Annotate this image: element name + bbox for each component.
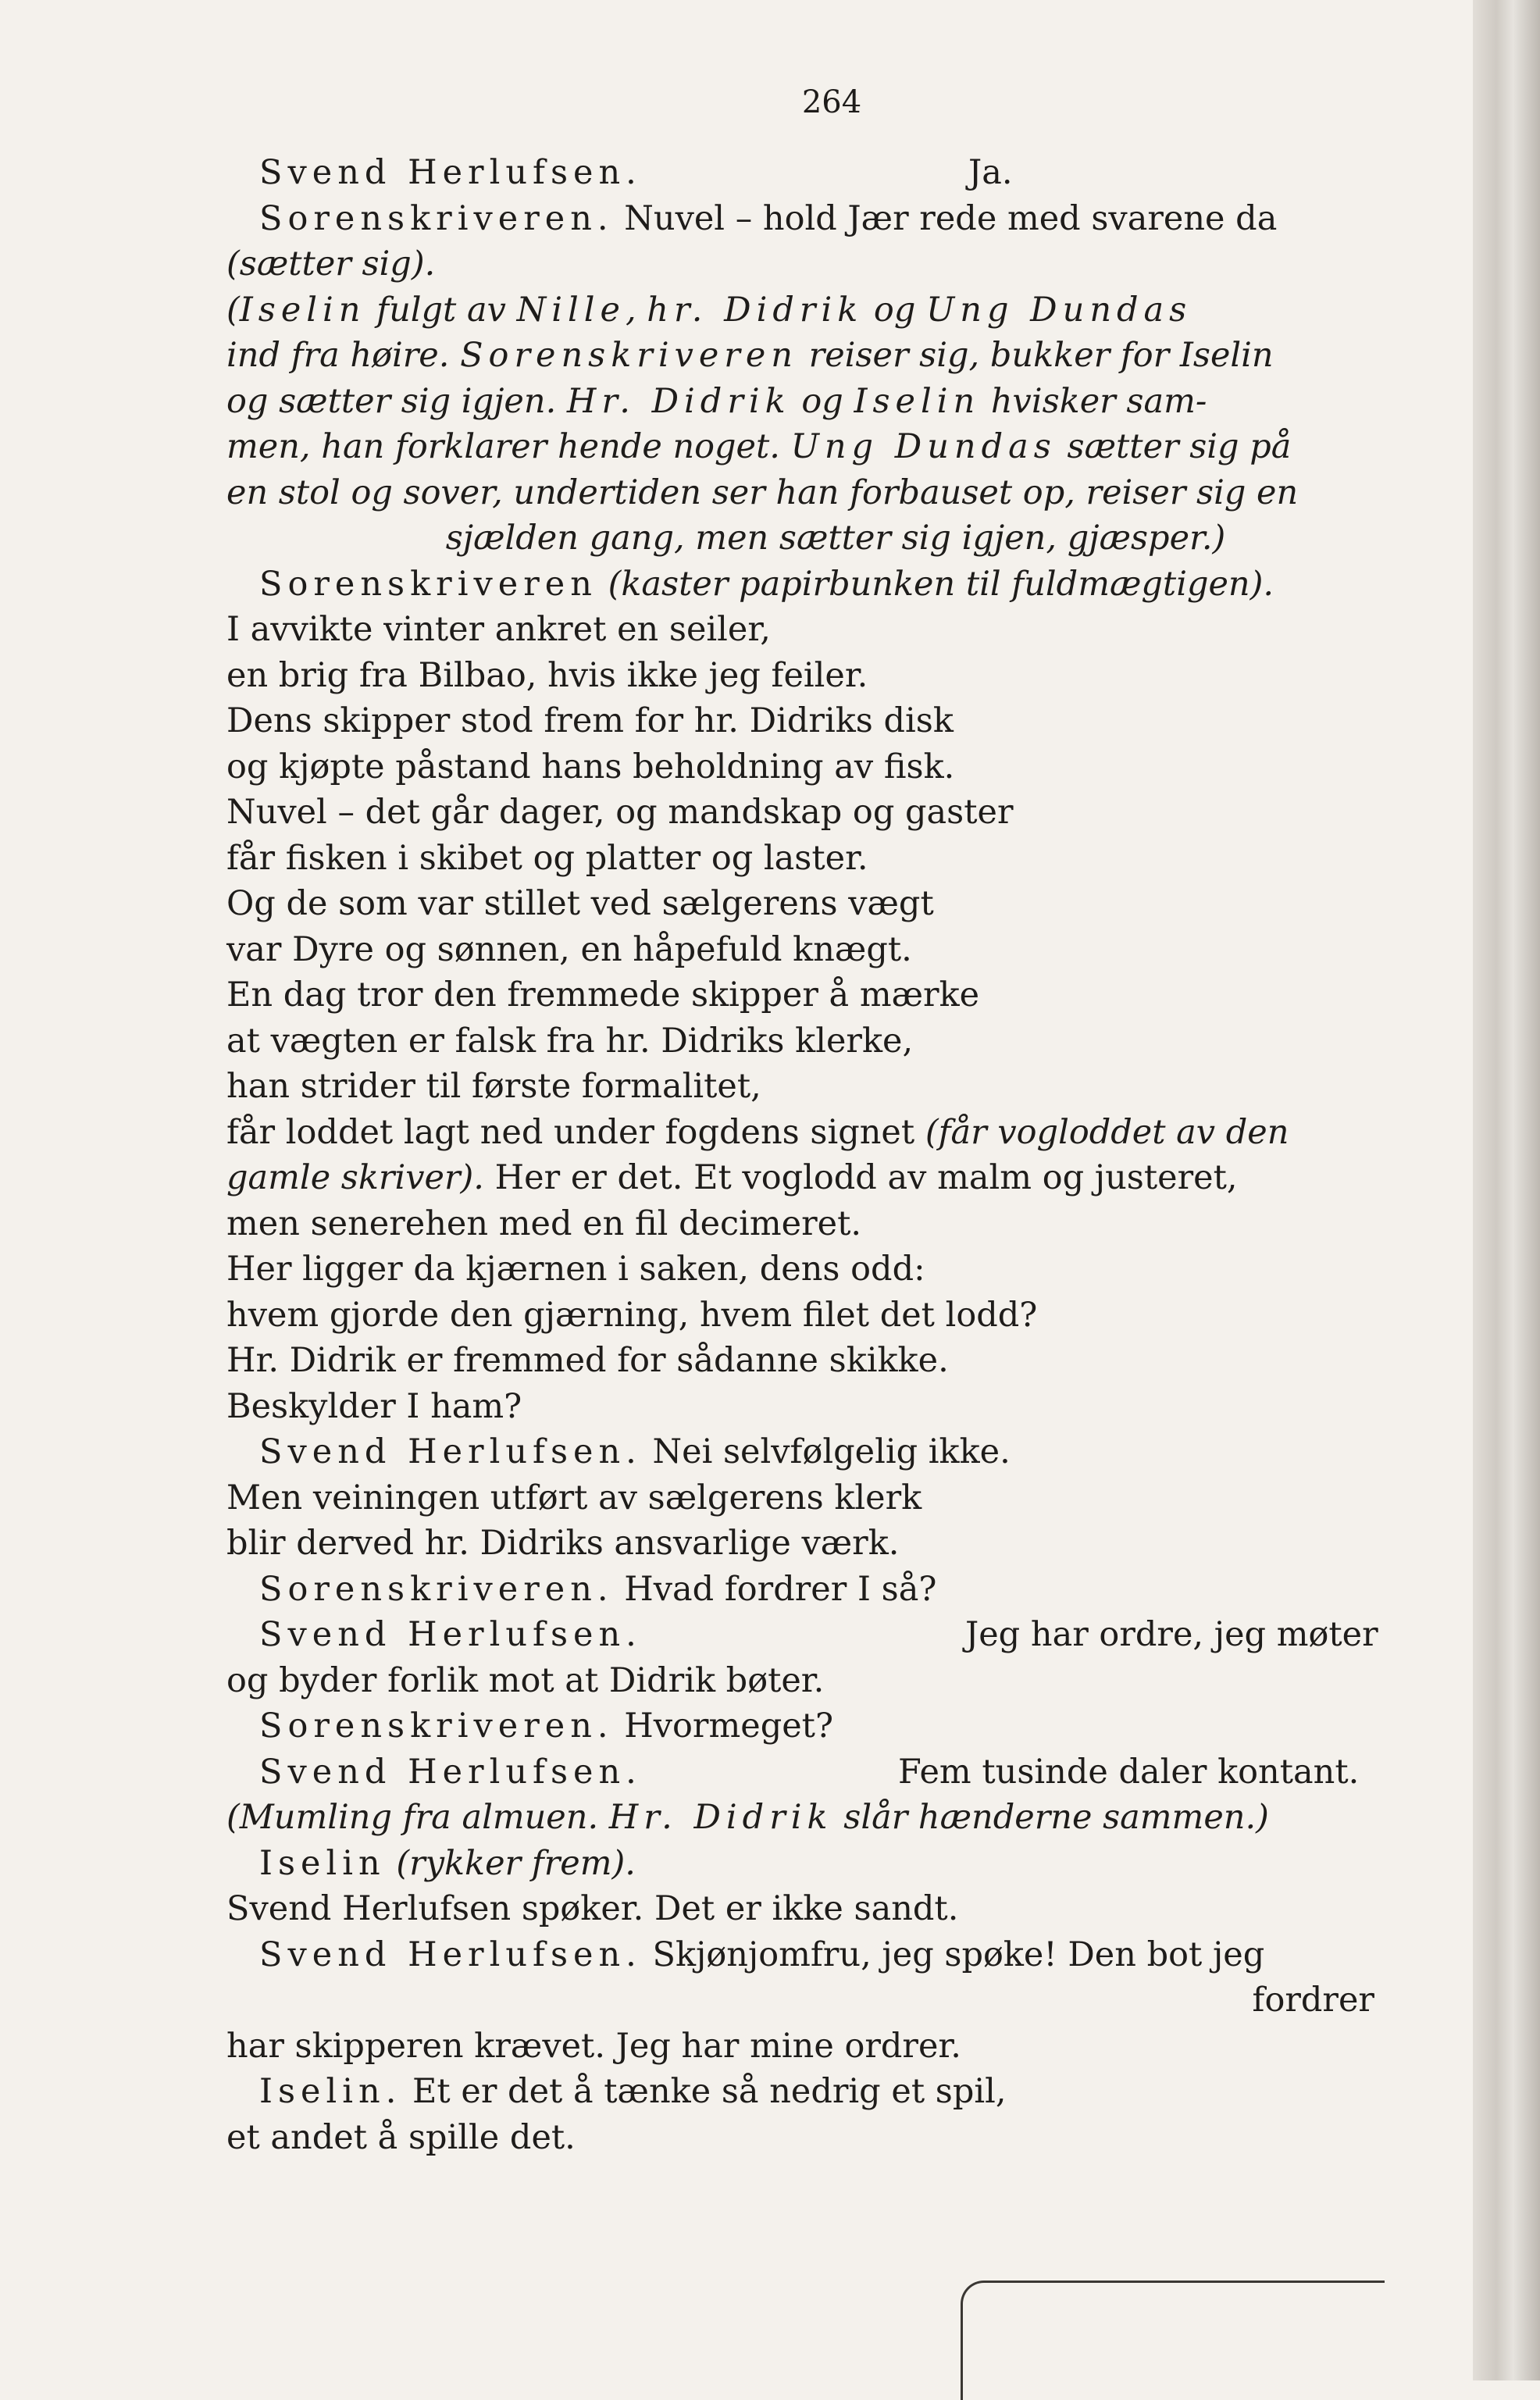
text-line bbox=[226, 1703, 1445, 1749]
text-line bbox=[226, 1932, 1445, 1978]
text-line bbox=[226, 1749, 1445, 1796]
verse-line: Nuvel – det går dager, og mandskap og gaster bbox=[226, 793, 1014, 832]
stage-direction: (sætter sig). bbox=[226, 244, 436, 284]
speech: Et er det å tænke så nedrig et spil, bbox=[401, 2072, 1007, 2111]
text-line bbox=[226, 2069, 1445, 2115]
page-number: 264 bbox=[801, 84, 862, 120]
page-edge-shadow bbox=[1473, 0, 1540, 2380]
stage-direction: sjælden gang, men sætter sig igjen, gjæsper.) bbox=[445, 519, 1226, 558]
verse-line: men senerehen med en fil decimeret. bbox=[226, 1204, 862, 1243]
verse-line-overflow: fordrer bbox=[1252, 1981, 1374, 2020]
verse-line: en brig fra Bilbao, hvis ikke jeg feiler. bbox=[226, 655, 868, 695]
verse-line: Og de som var stillet ved sælgerens vægt bbox=[226, 884, 934, 923]
verse-line: Svend Herlufsen spøker. Det er ikke sandt. bbox=[226, 1889, 959, 1928]
verse-line: han strider til første formalitet, bbox=[226, 1067, 761, 1106]
speaker-name: Svend Herlufsen. bbox=[259, 153, 642, 192]
speaker-name: Sorenskriveren bbox=[259, 564, 597, 604]
stage-direction: en stol og sover, undertiden ser han forbauset op, reiser sig en bbox=[226, 473, 1299, 512]
verse-line: får fisken i skibet og platter og laster. bbox=[226, 838, 868, 878]
stage-direction: og sætter sig igjen. Hr. Didrik og Iselin hvisker sam- bbox=[226, 381, 1207, 421]
verse-line: Beskylder I ham? bbox=[226, 1386, 522, 1426]
speech: Skjønjomfru, jeg spøke! Den bot jeg bbox=[641, 1935, 1265, 1974]
verse-line: I avvikte vinter ankret en seiler, bbox=[226, 610, 771, 649]
verse-line: En dag tror den fremmede skipper å mærke bbox=[226, 975, 980, 1015]
text-line bbox=[226, 150, 1445, 196]
verse-line: Men veiningen utført av sælgerens klerk bbox=[226, 1478, 922, 1517]
stage-direction: (kaster papirbunken til fuldmægtigen). bbox=[597, 564, 1274, 604]
verse-line: har skipperen krævet. Jeg har mine ordrer. bbox=[226, 2026, 961, 2066]
speaker-name: Svend Herlufsen. bbox=[259, 1432, 642, 1471]
speech: Jeg har ordre, jeg møter bbox=[965, 1615, 1378, 1654]
verse-line: og kjøpte påstand hans beholdning av fisk. bbox=[226, 747, 955, 786]
stage-direction: men, han forklarer hende noget. Ung Dundas sætter sig på bbox=[226, 427, 1292, 466]
stage-direction: (Mumling fra almuen. Hr. Didrik slår hænderne sammen.) bbox=[226, 1798, 1269, 1837]
verse-line: blir derved hr. Didriks ansvarlige værk. bbox=[226, 1524, 900, 1563]
page-corner-mark bbox=[961, 2281, 1385, 2400]
speaker-name: Svend Herlufsen. bbox=[259, 1615, 642, 1654]
text-line bbox=[226, 196, 1445, 242]
verse-line: Dens skipper stod frem for hr. Didriks disk bbox=[226, 701, 954, 740]
text-line bbox=[226, 1612, 1445, 1658]
text-line bbox=[226, 1567, 1445, 1613]
speaker-name: Sorenskriveren. bbox=[259, 198, 614, 238]
verse-line: får loddet lagt ned under fogdens signet (får vogloddet av den bbox=[226, 1112, 1289, 1152]
verse-line: og byder forlik mot at Didrik bøter. bbox=[226, 1660, 825, 1700]
stage-direction: (får vogloddet av den bbox=[925, 1112, 1289, 1152]
stage-direction: ind fra høire. Sorenskriveren reiser sig, bukker for Iselin bbox=[226, 336, 1274, 375]
speech: Fem tusinde daler kontant. bbox=[898, 1752, 1360, 1792]
speech: Nuvel – hold Jær rede med svarene da bbox=[624, 198, 1278, 238]
speaker-name: Iselin bbox=[259, 1843, 386, 1883]
page-text bbox=[226, 150, 1445, 2160]
verse-line: at vægten er falsk fra hr. Didriks klerke, bbox=[226, 1021, 914, 1061]
speech: Hvad fordrer I så? bbox=[613, 1569, 937, 1609]
speech: Ja. bbox=[968, 153, 1013, 192]
verse-line: gamle skriver). Her er det. Et voglodd av malm og justeret, bbox=[226, 1158, 1238, 1197]
verse-line: hvem gjorde den gjærning, hvem filet det lodd? bbox=[226, 1295, 1038, 1335]
speech: Hvormeget? bbox=[613, 1706, 834, 1746]
speaker-name: Iselin. bbox=[259, 2072, 402, 2111]
speaker-name: Svend Herlufsen. bbox=[259, 1935, 642, 1974]
stage-direction: (rykker frem). bbox=[385, 1843, 636, 1883]
speaker-name: Svend Herlufsen. bbox=[259, 1752, 642, 1792]
stage-direction: gamle skriver). bbox=[226, 1158, 484, 1197]
verse-line: Her ligger da kjærnen i saken, dens odd: bbox=[226, 1250, 925, 1289]
speaker-name: Sorenskriveren. bbox=[259, 1706, 614, 1746]
speech: Nei selvfølgelig ikke. bbox=[641, 1432, 1011, 1471]
text-line bbox=[226, 1841, 1445, 1887]
verse-line: Hr. Didrik er fremmed for sådanne skikke. bbox=[226, 1341, 949, 1380]
verse-line: et andet å spille det. bbox=[226, 2117, 576, 2157]
text-line bbox=[226, 562, 1445, 608]
speaker-name: Sorenskriveren. bbox=[259, 1569, 614, 1609]
text-line bbox=[226, 1429, 1445, 1475]
stage-direction: (Iselin fulgt av Nille, hr. Didrik og Ung Dundas bbox=[226, 290, 1192, 330]
verse-line: var Dyre og sønnen, en håpefuld knægt. bbox=[226, 929, 912, 969]
